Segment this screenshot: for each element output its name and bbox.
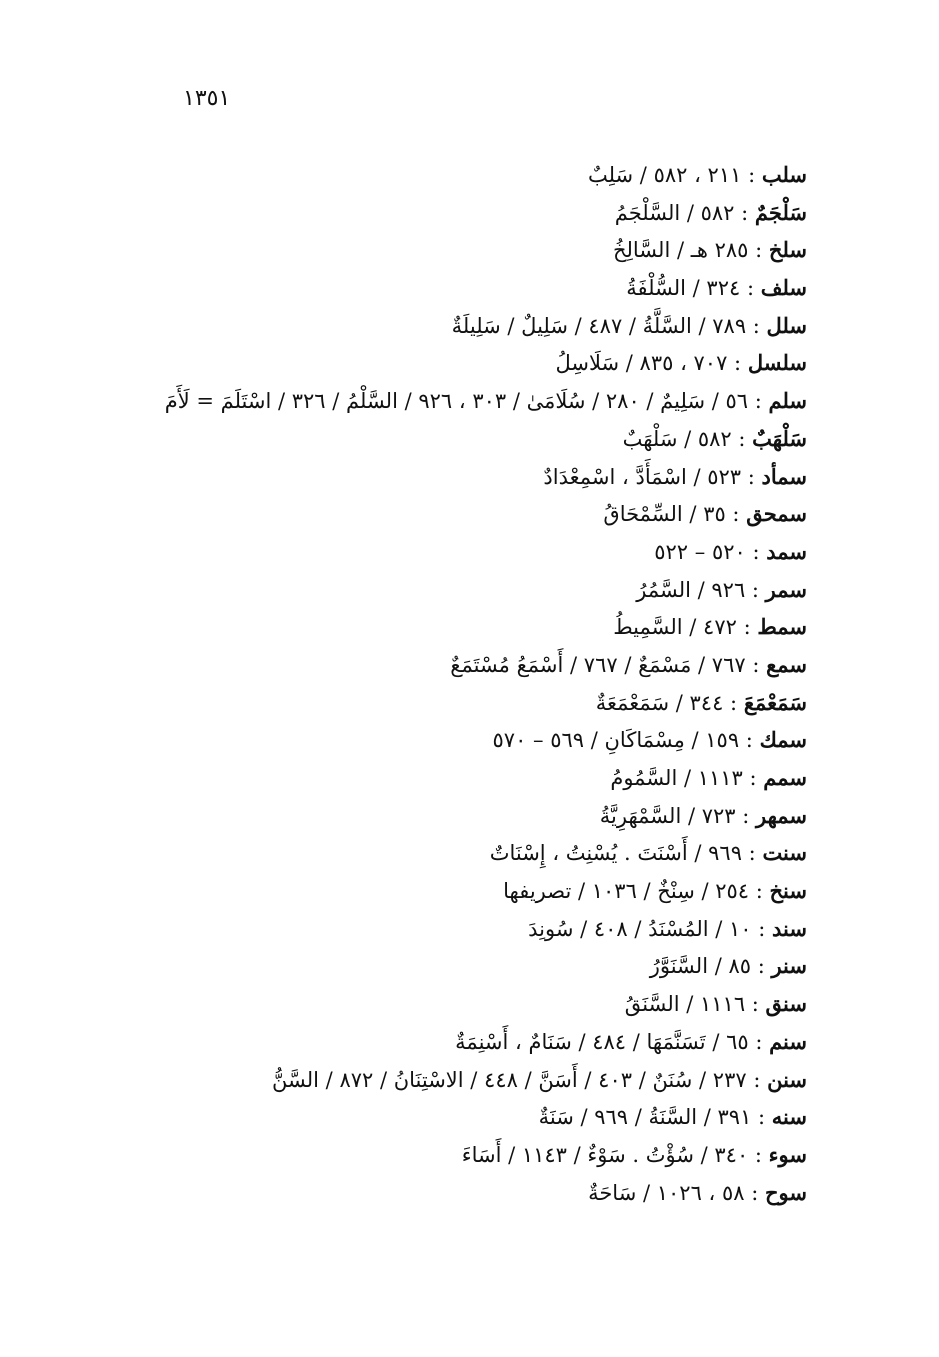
entry-root: سمر: [765, 576, 807, 602]
index-entry: [107, 947, 807, 985]
entry-root: سلخ: [768, 237, 807, 263]
entry-references: : ١٠ / المُسْنَدُ / ٤٠٨ / سُونِدَ: [528, 916, 773, 941]
index-entry: [107, 721, 807, 759]
entry-references: : ٥٦ / سَلِيمٌ / ٢٨٠ / سُلَامَىٰ / ٣٠٣ ، ٩٢٦ / السَّلْمُ / ٣٢٦ / اسْتَلَمَ = لَأَمَ: [164, 389, 769, 414]
entry-root: سَلْجَمٌ: [754, 199, 807, 225]
entry-root: سمم: [763, 765, 807, 790]
index-entry: [107, 684, 807, 722]
entry-root: سنخ: [769, 878, 807, 904]
index-entry: [107, 646, 807, 684]
entry-references: : ١١١٣ / السَّمُومُ: [610, 766, 764, 790]
entry-root: سنر: [771, 953, 807, 979]
entry-references: : ٦٥ / تَسَنَّمَهَا / ٤٨٤ / سَنَامٌ ، أَسْنِمَةٌ: [455, 1029, 770, 1054]
index-entry: [107, 571, 807, 609]
index-entry: [107, 834, 807, 872]
index-entry: [107, 1174, 807, 1212]
page-number: ١٣٥١: [183, 86, 231, 111]
entry-root: سنم: [769, 1028, 807, 1054]
entry-root: سمط: [757, 614, 807, 640]
entry-references: : ٨٥ / السَّنَوَّرُ: [649, 954, 772, 979]
entry-references: : ٥٢٣ / اسْمَأَدَّ ، اسْمِعْدَادٌ: [543, 464, 762, 489]
index-entry: [107, 1136, 807, 1174]
index-entry: [107, 156, 807, 194]
index-entry: [107, 231, 807, 269]
entry-root: سمأد: [761, 463, 807, 489]
entry-references: : ٥٨ ، ١٠٢٦ / سَاحَةٌ: [588, 1180, 765, 1205]
index-entry: [107, 269, 807, 307]
index-entry: [107, 985, 807, 1023]
entry-references: : ٧٨٩ / السَّلَّةُ / ٤٨٧ / سَلِيلٌ / سَلِيلَةٌ: [451, 313, 767, 338]
index-entry: [107, 458, 807, 496]
entry-references: : ٥٨٢ / السَّلْجَمُ: [614, 200, 755, 225]
entry-root: سند: [772, 915, 807, 941]
index-entry: [107, 344, 807, 382]
entry-references: : ٢٨٥ هـ / السَّالِخُ: [612, 238, 769, 263]
index-entry: [107, 608, 807, 646]
entry-root: سلل: [766, 312, 807, 338]
index-entry: [107, 910, 807, 948]
entry-root: سنق: [765, 991, 807, 1017]
index-entry: [107, 1061, 807, 1099]
entry-root: سمد: [766, 538, 807, 564]
entry-references: : ٧٢٣ / السَّمْهَرِيَّةُ: [599, 803, 756, 828]
entry-root: سَمَعْمَعَ: [743, 689, 807, 715]
entry-root: سنن: [767, 1066, 807, 1092]
index-entry: [107, 420, 807, 458]
entry-root: سلسل: [747, 350, 807, 376]
entry-root: سَلْهَبٌ: [752, 425, 807, 451]
entry-references: : ٢٣٧ / سُنَنٌ / ٤٠٣ / أَسَنَّ / ٤٤٨ / الاسْتِنَانُ / ٨٧٢ / السَّنُّ: [272, 1067, 768, 1092]
entry-root: سوء: [768, 1141, 807, 1167]
entry-references: : ٢١١ ، ٥٨٢ / سَلِبٌ: [587, 163, 762, 187]
entry-references: : ٣٤٤ / سَمَعْمَعَةٌ: [595, 690, 744, 715]
entry-root: سنت: [762, 840, 807, 866]
entry-root: سلب: [761, 162, 807, 187]
entry-references: : ٧٦٧ / مَسْمَعٌ / ٧٦٧ / أَسْمَعُ مُسْتَمَعٌ: [450, 652, 767, 677]
entry-root: سمع: [766, 651, 807, 677]
entry-root: سمحق: [746, 501, 807, 527]
entry-root: سلف: [760, 275, 807, 301]
entry-root: سوح: [765, 1179, 807, 1205]
index-entry: [107, 194, 807, 232]
entry-references: : ٩٦٩ / أَسْنَتَ . يُسْنِتُ ، إِسْنَاتٌ: [489, 841, 763, 866]
index-entry: [107, 495, 807, 533]
entry-references: : ٧٠٧ ، ٨٣٥ / سَلَاسِلُ: [555, 351, 748, 376]
entry-references: : ٢٥٤ / سِنْخٌ / ١٠٣٦ / تصريفها: [503, 879, 770, 904]
entry-references: : ٣٢٤ / السُّلْفَةُ: [626, 276, 761, 301]
entry-root: سمك: [759, 727, 807, 753]
entry-references: : ٥٢٠ – ٥٢٢: [654, 539, 767, 564]
entry-root: سمهر: [755, 802, 807, 828]
entry-references: : ٣٥ / السِّمْحَاقُ: [603, 502, 747, 527]
entry-references: : ٥٨٢ / سَلْهَبٌ: [622, 426, 753, 451]
entry-references: : ١١١٦ / السَّنَقُ: [624, 992, 766, 1017]
index-entry: [107, 307, 807, 345]
entry-root: سنه: [771, 1104, 807, 1130]
index-entries: [107, 156, 807, 1211]
index-entry: [107, 759, 807, 797]
index-entry: [107, 1023, 807, 1061]
index-entry: [107, 872, 807, 910]
entry-root: سلم: [768, 388, 807, 414]
entry-references: : ٩٢٦ / السَّمُرُ: [636, 577, 766, 602]
entry-references: : ٣٤٠ / سُؤْتُ . سَوْءٌ / ١١٤٣ / أَسَاءَ: [461, 1142, 769, 1167]
entry-references: : ١٥٩ / مِسْمَاكَانِ / ٥٦٩ – ٥٧٠: [492, 728, 760, 753]
index-entry: [107, 1098, 807, 1136]
index-entry: [107, 382, 807, 420]
index-entry: [107, 797, 807, 835]
entry-references: : ٣٩١ / السَّنَةُ / ٩٦٩ / سَنَةٌ: [538, 1105, 772, 1130]
entry-references: : ٤٧٢ / السَّمِيطُ: [613, 615, 758, 640]
index-entry: [107, 533, 807, 571]
